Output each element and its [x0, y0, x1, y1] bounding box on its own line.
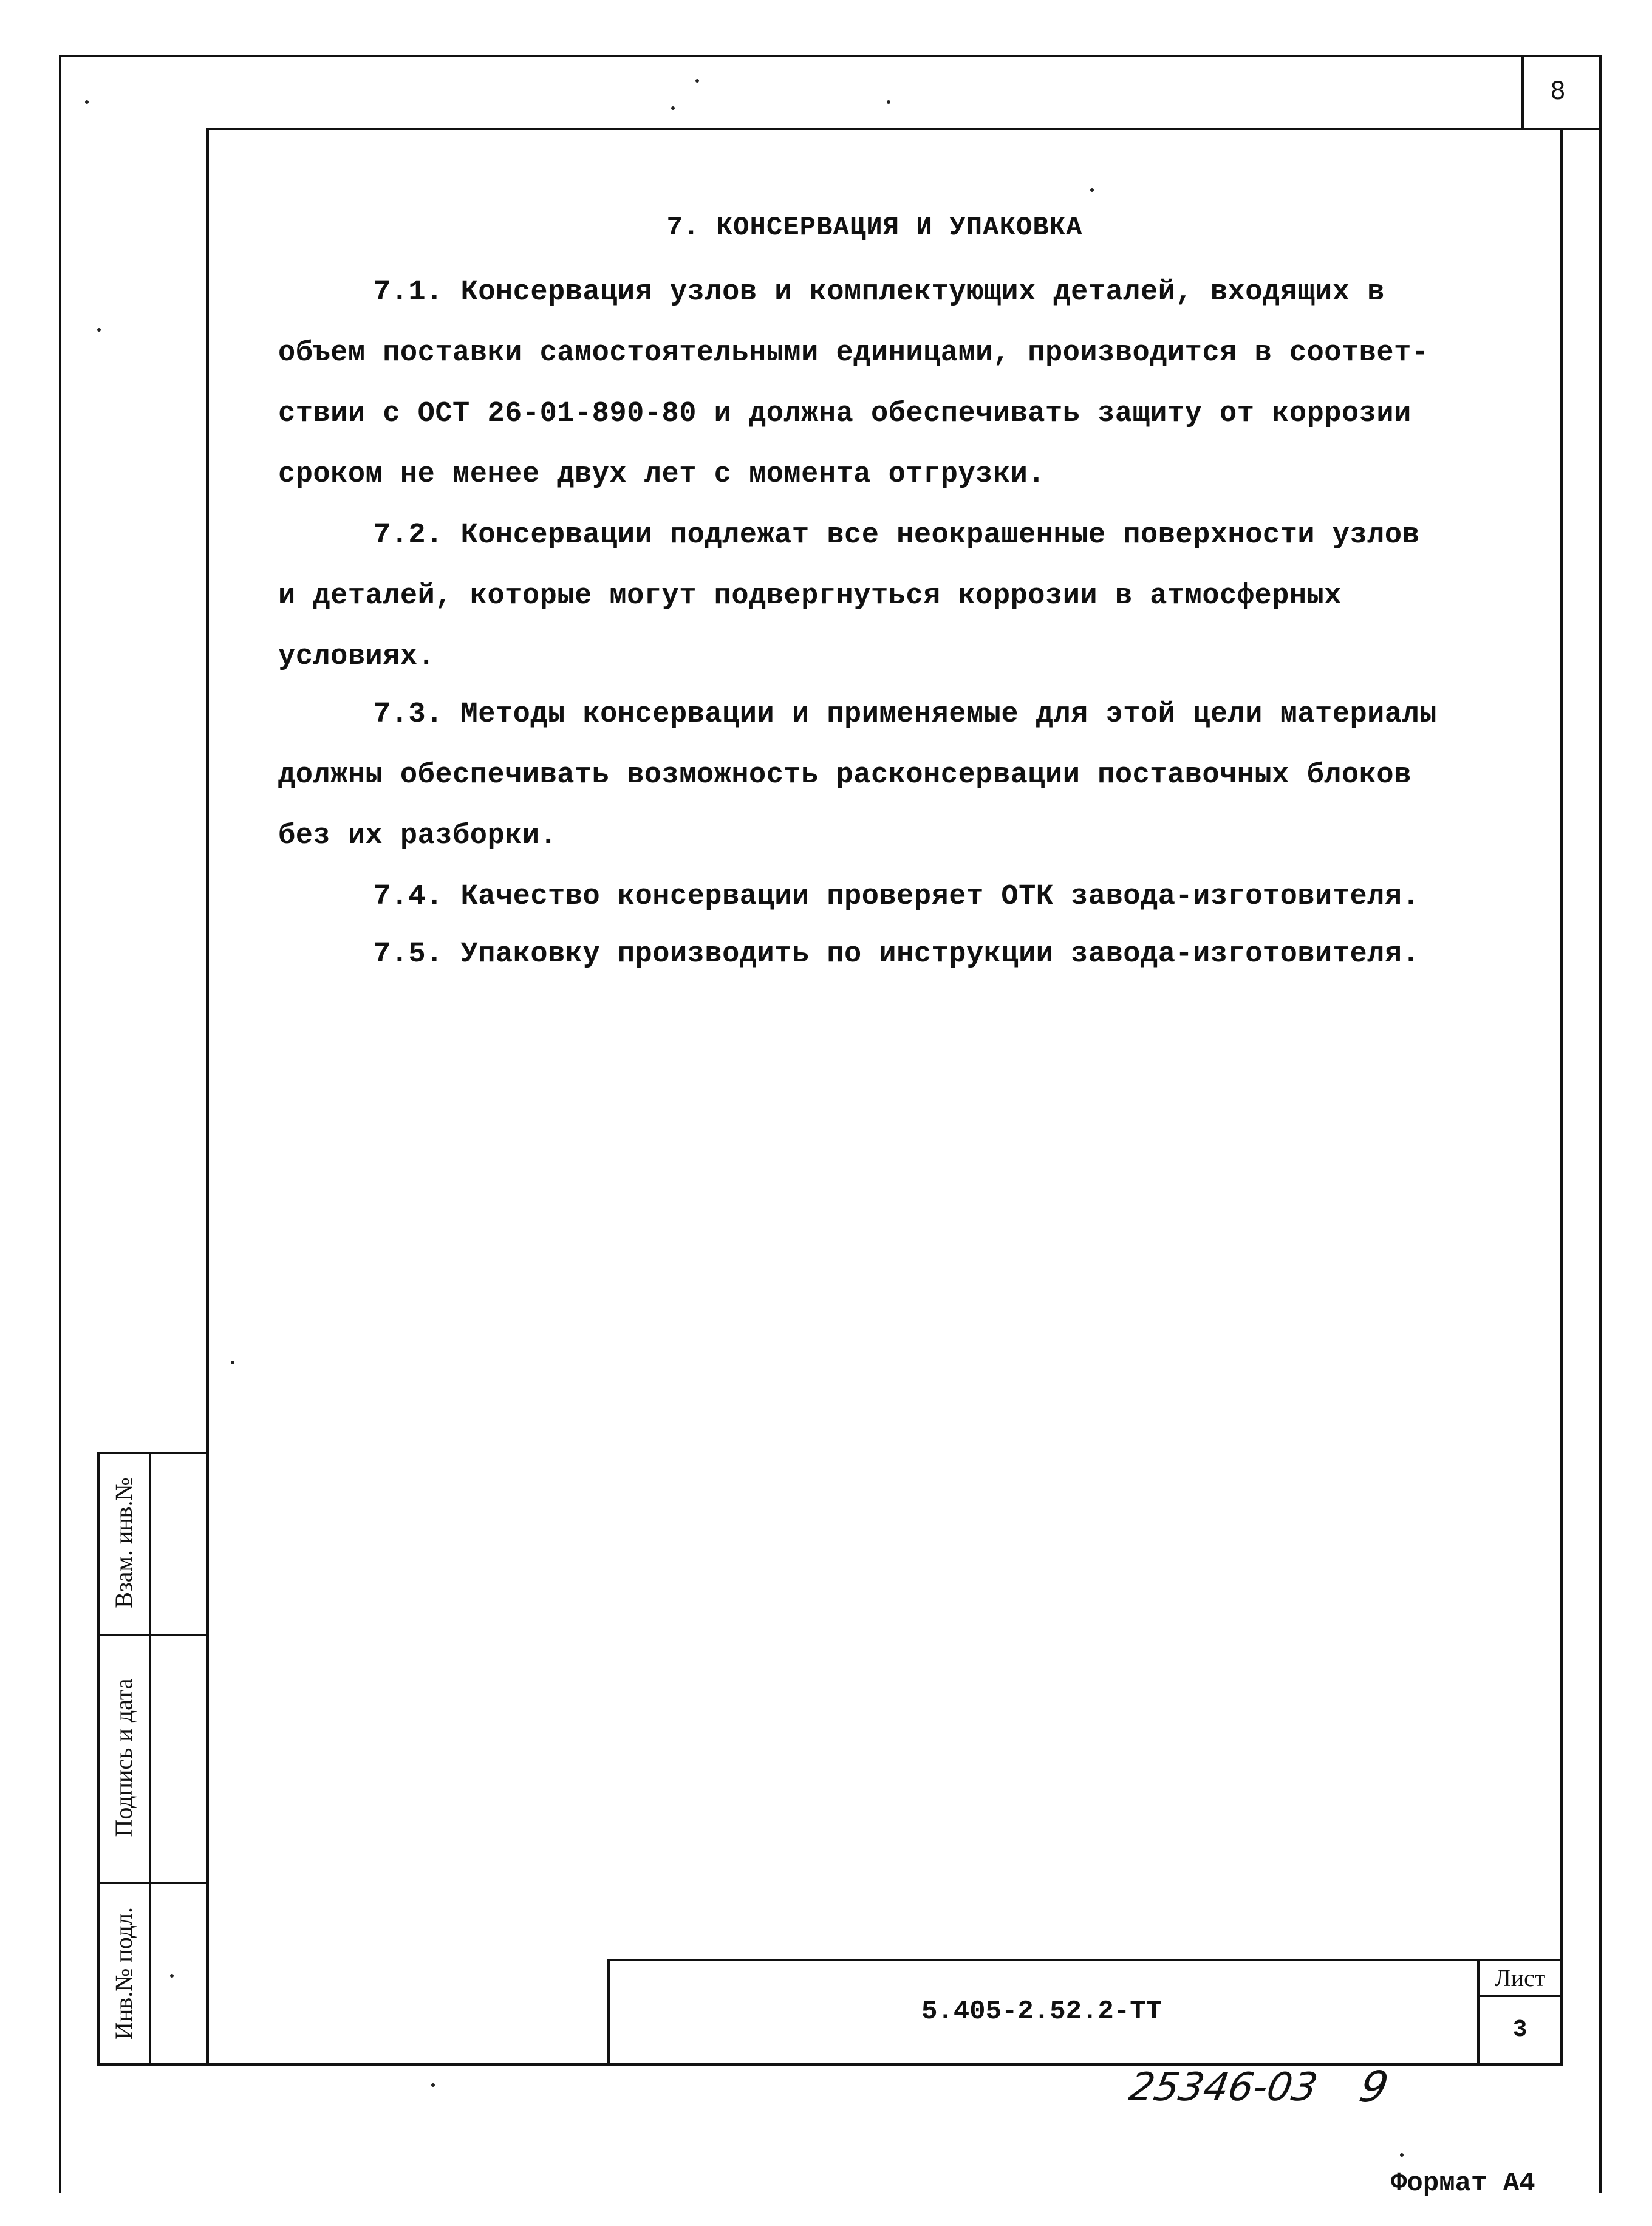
scan-speck [85, 100, 89, 104]
paragraph-line: объем поставки самостоятельными единицами, производится в соответ- [278, 337, 1429, 369]
outer-frame-right [1599, 55, 1602, 2193]
format-label: Формат А4 [1391, 2168, 1535, 2199]
scan-speck [1090, 188, 1094, 192]
side-stamp-podpis-data: Подпись и дата [110, 1678, 137, 1837]
paragraph-line: и деталей, которые могут подвергнуться коррозии в атмосферных [278, 580, 1342, 612]
side-stamp-vzam-inv: Взам. инв.№ [110, 1477, 137, 1608]
outer-frame-left [59, 55, 61, 2193]
sheet-number: 3 [1512, 2016, 1527, 2044]
side-stamp-row-2 [97, 1882, 209, 1884]
paragraph-line: ствии с ОСТ 26-01-890-80 и должна обеспечивать защиту от коррозии [278, 398, 1411, 430]
scan-speck [695, 79, 699, 83]
section-title: 7. КОНСЕРВАЦИЯ И УПАКОВКА [666, 213, 1083, 243]
paragraph-line: 7.3. Методы консервации и применяемые для этой цели материалы [374, 698, 1437, 731]
sheet-label: Лист [1494, 1964, 1546, 1992]
inner-frame-right [1560, 128, 1563, 2065]
page-number: 8 [1550, 77, 1566, 105]
scan-speck [671, 106, 675, 110]
paragraph-line: должны обеспечивать возможность расконсервации поставочных блоков [278, 759, 1411, 791]
scan-speck [231, 1361, 234, 1364]
side-stamp-divider [149, 1452, 151, 2066]
scan-speck [887, 100, 890, 104]
scan-speck [170, 1974, 174, 1978]
paragraph-line: сроком не менее двух лет с момента отгрузки. [278, 459, 1046, 491]
paragraph-line: 7.4. Качество консервации проверяет ОТК завода-изготовителя. [374, 881, 1420, 913]
paragraph-line: без их разборки. [278, 820, 558, 852]
paragraph-line: 7.5. Упаковку производить по инструкции завода-изготовителя. [374, 938, 1420, 971]
side-stamp-inv-podl: Инв.№ подл. [110, 1907, 137, 2040]
scan-speck [431, 2083, 435, 2087]
paragraph-line: 7.2. Консервации подлежат все неокрашенные поверхности узлов [374, 519, 1420, 551]
paragraph-line: 7.1. Консервация узлов и комплектующих деталей, входящих в [374, 276, 1385, 309]
scan-speck [1400, 2153, 1404, 2157]
inner-frame-top [206, 128, 1602, 130]
scan-speck [97, 328, 101, 332]
handwritten-mark: 9 [1355, 2062, 1393, 2112]
document-code: 5.405-2.52.2-ТТ [921, 1996, 1162, 2027]
side-stamp-outer-left [97, 1452, 100, 2066]
paragraph-line: условиях. [278, 641, 435, 673]
outer-frame-top [59, 55, 1602, 57]
handwritten-number: 25346-03 [1125, 2065, 1321, 2110]
inner-frame-left [206, 128, 209, 2065]
